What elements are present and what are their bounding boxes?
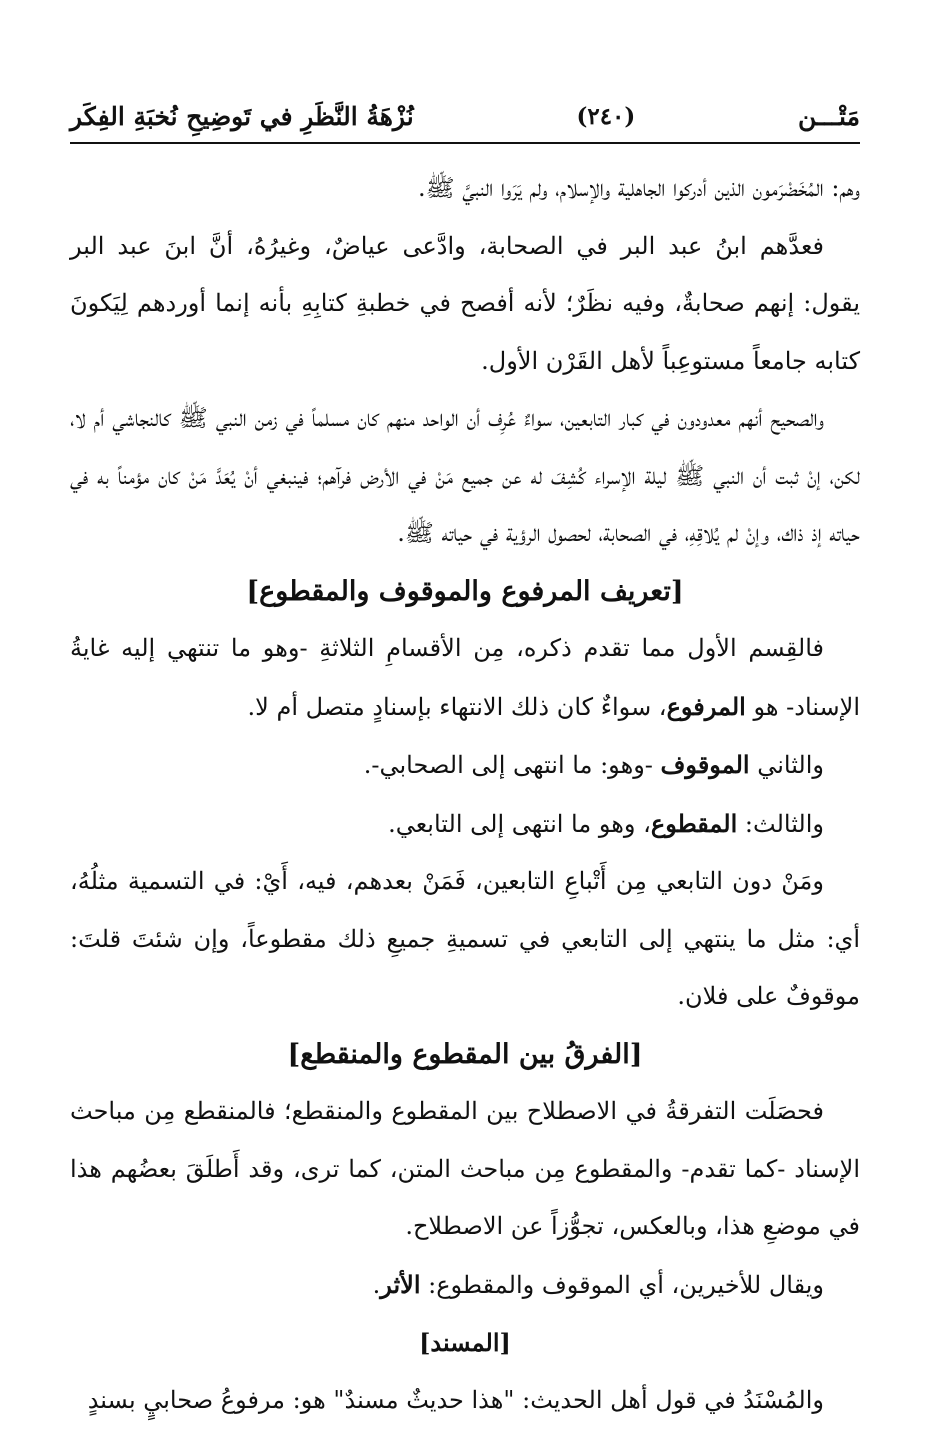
text-run: فالقِسم الأول مما تقدم ذكره، مِن الأقسامِ الثلاثةِ -وهو ما تنتهي إليه غايةُ الإسناد- هو <box>70 634 860 721</box>
running-header <box>70 90 860 144</box>
paragraph: ومَنْ دون التابعي مِن أَتْباعِ التابعين، فَمَنْ بعدهم، فيه، أَيْ: في التسمية مثلُهُ، أي: مثل ما ينتهي إلى التابعي في تسميةِ جميعِ ذلك مقطوعاً، وإن شئتَ قلتَ: موقوفٌ على فلان. <box>70 853 860 1026</box>
paragraph: فعدَّهم ابنُ عبد البر في الصحابة، وادَّعى عياضٌ، وغيرُهُ، أنَّ ابنَ عبد البر يقول: إنهم صحابةٌ، وفيه نظَرٌ؛ لأنه أفصح في خطبةِ كتابِهِ بأنه إنما أوردهم لِيَكونَ كتابه جامعاً مستوعِباً لأهل القَرْن الأول. <box>70 218 860 391</box>
paragraph: والصحيح أنهم معدودون في كبار التابعين، سواءٌ عُرِف أن الواحد منهم كان مسلماً في زمن النبي ﷺ كالنجاشي أم لا، لكن، إنْ ثبت أن النبي ﷺ ليلة الإسراء كُشِفَ له عن جميع مَنْ في الأرض فرآهم؛ فينبغي أنْ يُعَدَّ مَنْ كان مؤمناً به في حياته إذ ذاك، وإنْ لم يُلاقِهِ، في الصحابة، لحصول الرؤية في حياته ﷺ. <box>70 390 860 563</box>
text-run: ، سواءٌ كان ذلك الانتهاء بإسنادٍ متصل أم لا. <box>248 693 667 721</box>
paragraph <box>70 1256 860 1315</box>
paragraph <box>70 736 860 795</box>
term-athar: الأثر <box>380 1270 420 1299</box>
term-marfu: المرفوع <box>667 692 746 721</box>
text-run: ويقال للأخيرين، أي الموقوف والمقطوع: <box>421 1271 825 1299</box>
paragraph <box>70 795 860 854</box>
paragraph: فحصَلَت التفرقةُ في الاصطلاح بين المقطوع والمنقطع؛ فالمنقطع مِن مباحث الإسناد -كما تقدم- والمقطوع مِن مباحث المتن، كما ترى، وقد أَطلَقَ بعضُهم هذا في موضعِ هذا، وبالعكس، تجوُّزاً عن الاصطلاح. <box>70 1083 860 1256</box>
text-run: ، وهو ما انتهى إلى التابعي. <box>388 810 651 838</box>
page-body <box>70 160 860 1429</box>
paragraph <box>70 620 860 736</box>
text-run: والثاني <box>750 751 824 779</box>
book-title: نُزْهَةُ النَّظَرِ في تَوضِيحِ نُخبَةِ الفِكَر <box>70 102 414 131</box>
term-maqtu: المقطوع <box>651 809 737 838</box>
section-heading: [المسند] <box>70 1314 860 1372</box>
section-heading: [تعريف المرفوع والموقوف والمقطوع] <box>70 563 860 621</box>
term-mawquf: الموقوف <box>661 750 750 779</box>
page-number: (٢٤٠) <box>414 103 798 130</box>
text-run: . <box>373 1271 381 1299</box>
section-heading: [الفرقُ بين المقطوع والمنقطع] <box>70 1026 860 1084</box>
paragraph: وهم: المُخَضْرَمون الذين أدركوا الجاهلية والإسلام، ولم يَرَوا النبيَّ ﷺ. <box>70 160 860 218</box>
text-run: والثالث: <box>737 810 824 838</box>
header-section-label: مَتْـــن <box>798 102 860 131</box>
page <box>70 90 860 1429</box>
paragraph: والمُسْنَدُ في قول أهل الحديث: "هذا حديثٌ مسندٌ" هو: مرفوعُ صحابيٍ بسندٍ <box>70 1372 860 1429</box>
text-run: -وهو: ما انتهى إلى الصحابي-. <box>364 751 661 779</box>
